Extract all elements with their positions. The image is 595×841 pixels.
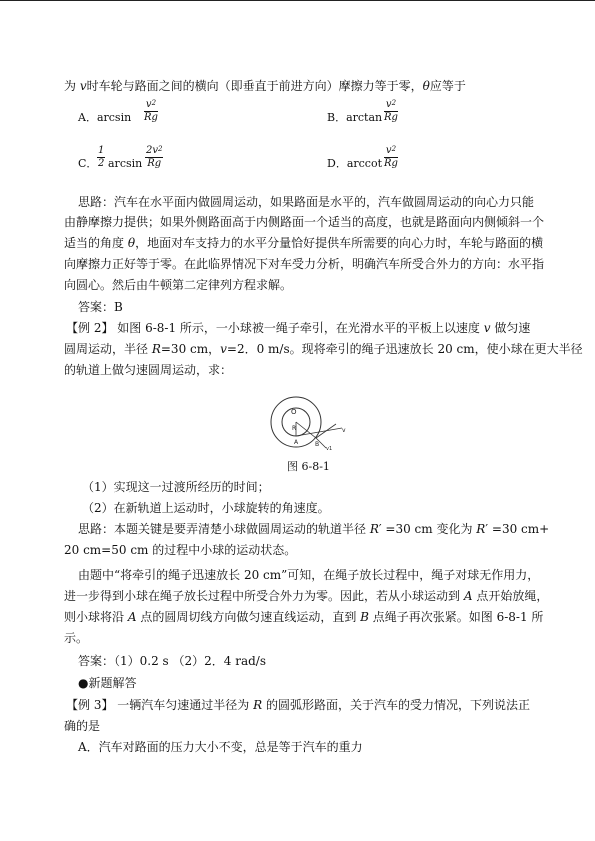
option-b: B．arctan <box>327 111 383 124</box>
ex1-analysis-line-2: 由静摩擦力提供；如果外侧路面高于内侧路面一个适当的高度，也就是路面向内侧倾斜一个 <box>64 215 545 229</box>
intro-line: 为 v时车轮与路面之间的横向（即垂直于前进方向）摩擦力等于零，θ应等于 <box>64 79 466 93</box>
ex2-analysis-line-1: 思路：本题关键是要弄清楚小球做圆周运动的轨道半径 R′ =30 cm 变化为 R′ =30 cm+ <box>78 522 550 536</box>
tangent-line <box>296 428 342 436</box>
ex1-analysis-line-5: 向圆心。然后由牛顿第二定律列方程求解。 <box>64 278 293 292</box>
ex2-analysis-line-4: 进一步得到小球在绳子放长过程中所受合外力为零。因此，若从小球运动到 A 点开始放绳， <box>64 589 549 603</box>
ex2-question-1: （1）实现这一过渡所经历的时间； <box>82 480 270 494</box>
fig-label-v: v <box>342 427 346 434</box>
option-a-fraction: $\frac{v^2}{Rg}$ <box>144 99 158 123</box>
ex3-line-1: 【例 3】 一辆汽车匀速通过半径为 R 的圆弧形路面，关于汽车的受力情况，下列说法正 <box>66 698 530 712</box>
header-rule <box>0 0 595 1</box>
ex1-analysis-line-1: 思路：汽车在水平面内做圆周运动，如果路面是水平的，汽车做圆周运动的向心力只能 <box>78 195 535 209</box>
option-d-fraction: $\frac{v^2}{Rg}$ <box>384 145 398 169</box>
ex2-answer: 答案：（1）0.2 s （2）2．4 rad/s <box>78 654 266 668</box>
fig-label-v1: v1 <box>326 446 333 450</box>
fig-label-r: R <box>292 425 297 432</box>
ex3-option-a: A．汽车对路面的压力大小不变，总是等于汽车的重力 <box>78 740 363 754</box>
option-c-fraction: $\frac{2v^2}{Rg}$ <box>146 145 163 169</box>
ex2-question-2: （2）在新轨道上运动时，小球旋转的角速度。 <box>82 501 330 515</box>
option-a: A．arcsin <box>78 111 132 124</box>
option-b-fraction: $\frac{v^2}{Rg}$ <box>384 99 398 123</box>
ex1-answer: 答案：B <box>78 300 123 314</box>
ex2-analysis-line-2: 20 cm=50 cm 的过程中小球的运动状态。 <box>64 543 297 557</box>
figure-caption: 图 6-8-1 <box>287 460 330 473</box>
fig-label-b: B <box>315 441 320 448</box>
option-d: D．arccot <box>327 157 382 170</box>
circle-motion-figure <box>270 394 360 450</box>
ex1-analysis-line-4: 向摩擦力正好等于零。在此临界情况下对车受力分析，明确汽车所受合外力的方向：水平指 <box>64 257 545 271</box>
new-section-heading: ●新题解答 <box>78 676 137 690</box>
ex2-analysis-line-6: 示。 <box>64 631 89 645</box>
fig-label-a: A <box>294 439 299 446</box>
ex2-line-2: 圆周运动，半径 R=30 cm，v=2．0 m/s。现将牵引的绳子迅速放长 20 cm，使小球在更大半径 <box>64 342 583 356</box>
option-c-half: $\frac{1}{2}$ <box>98 145 105 169</box>
ex2-line-3: 的轨道上做匀速圆周运动，求： <box>64 363 233 377</box>
ex3-line-2: 确的是 <box>64 719 101 733</box>
ex2-analysis-line-3: 由题中“将牵引的绳子迅速放长 20 cm”可知，在绳子放长过程中，绳子对球无作用力， <box>78 568 540 582</box>
ex1-analysis-line-3: 适当的角度 θ，地面对车支持力的水平分量恰好提供车所需要的向心力时，车轮与路面的横 <box>64 236 544 250</box>
ex2-line-1: 【例 2】 如图 6-8-1 所示，一小球被一绳子牵引，在光滑水平的平板上以速度 v 做匀速 <box>66 321 531 335</box>
option-c: C． <box>78 157 98 170</box>
option-c-fn: arcsin <box>108 157 143 170</box>
ex2-analysis-line-5: 则小球将沿 A 点的圆周切线方向做匀速直线运动，直到 B 点绳子再次张紧。如图 6-8-1 所 <box>64 610 544 624</box>
fig-label-o: O <box>291 408 297 416</box>
